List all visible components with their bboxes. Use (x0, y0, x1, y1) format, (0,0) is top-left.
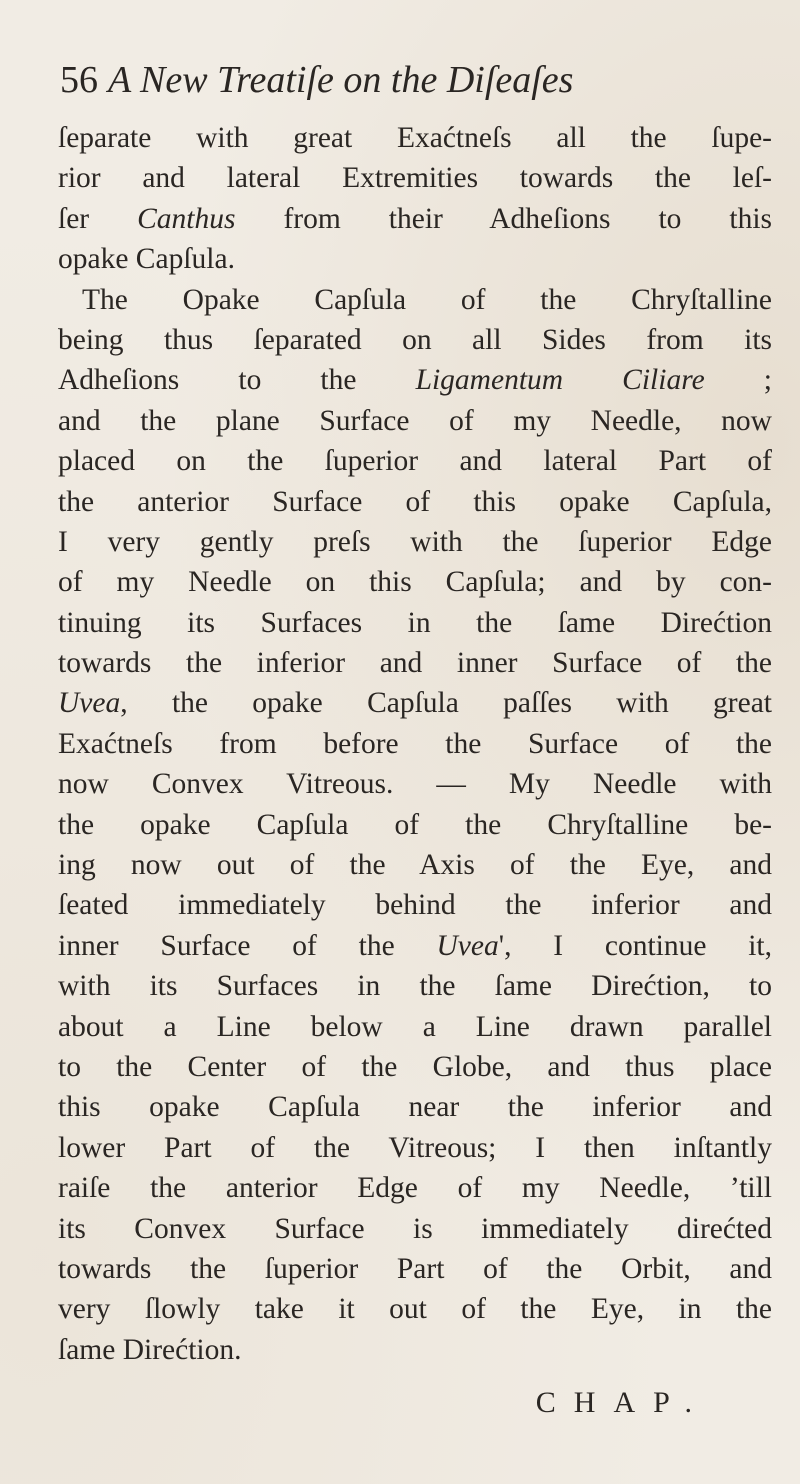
page-header (60, 58, 573, 108)
text-line: towards the ſuperior Part of the Orbit, and (58, 1252, 772, 1285)
text-line: I very gently preſs with the ſuperior Edge (58, 525, 772, 558)
text-line: and the plane Surface of my Needle, now (58, 404, 772, 437)
text-line: ſer Canthus from their Adheſions to this (58, 202, 772, 235)
text-line: rior and lateral Extremities towards the leſ- (58, 162, 772, 195)
text-line: The Opake Capſula of the Chryſtalline (82, 283, 772, 316)
text-line: raiſe the anterior Edge of my Needle, ’till (58, 1172, 772, 1205)
text-line: ſeated immediately behind the inferior and (58, 889, 772, 922)
text-line: towards the inferior and inner Surface of the (58, 647, 772, 680)
text-line: its Convex Surface is immediately direćted (58, 1212, 772, 1245)
text-line: tinuing its Surfaces in the ſame Direćtion (58, 606, 772, 639)
text-line: being thus ſeparated on all Sides from its (58, 323, 772, 356)
text-line: this opake Capſula near the inferior and (58, 1091, 772, 1124)
body-text (58, 118, 772, 1370)
catchword: CHAP. (535, 1386, 710, 1419)
text-line: now Convex Vitreous. — My Needle with (58, 768, 772, 801)
italic-term: Ligamentum Ciliare (415, 364, 705, 397)
text-line: ſame Direćtion. (58, 1333, 242, 1366)
text-line: the opake Capſula of the Chryſtalline be- (58, 808, 772, 841)
text-line: of my Needle on this Capſula; and by con- (58, 566, 772, 599)
page-number: 56 (60, 59, 98, 101)
text-line: Exaćtneſs from before the Surface of the (58, 727, 772, 760)
text-line: the anterior Surface of this opake Capſula, (58, 485, 772, 518)
text-line: very ſlowly take it out of the Eye, in the (58, 1293, 772, 1326)
text-line: ing now out of the Axis of the Eye, and (58, 849, 772, 882)
text-line: opake Capſula. (58, 243, 235, 276)
running-title: A New Treatiſe on the Diſeaſes (108, 59, 574, 101)
text-line: with its Surfaces in the ſame Direćtion, to (58, 970, 772, 1003)
italic-term: Uvea (436, 929, 499, 962)
text-line: ſeparate with great Exaćtneſs all the ſupe- (58, 122, 772, 154)
text-line: Adheſions to the Ligamentum Ciliare ; (58, 364, 772, 397)
text-line: lower Part of the Vitreous; I then inſtantly (58, 1131, 772, 1164)
italic-term: Canthus (137, 202, 236, 235)
text-line: inner Surface of the Uvea', I continue it, (58, 929, 772, 962)
italic-term: Uvea (58, 687, 121, 720)
text-line: Uvea, the opake Capſula paſſes with great (58, 687, 772, 720)
text-line: to the Center of the Globe, and thus place (58, 1050, 772, 1083)
text-line: placed on the ſuperior and lateral Part of (58, 445, 772, 478)
text-line: about a Line below a Line drawn parallel (58, 1010, 772, 1043)
